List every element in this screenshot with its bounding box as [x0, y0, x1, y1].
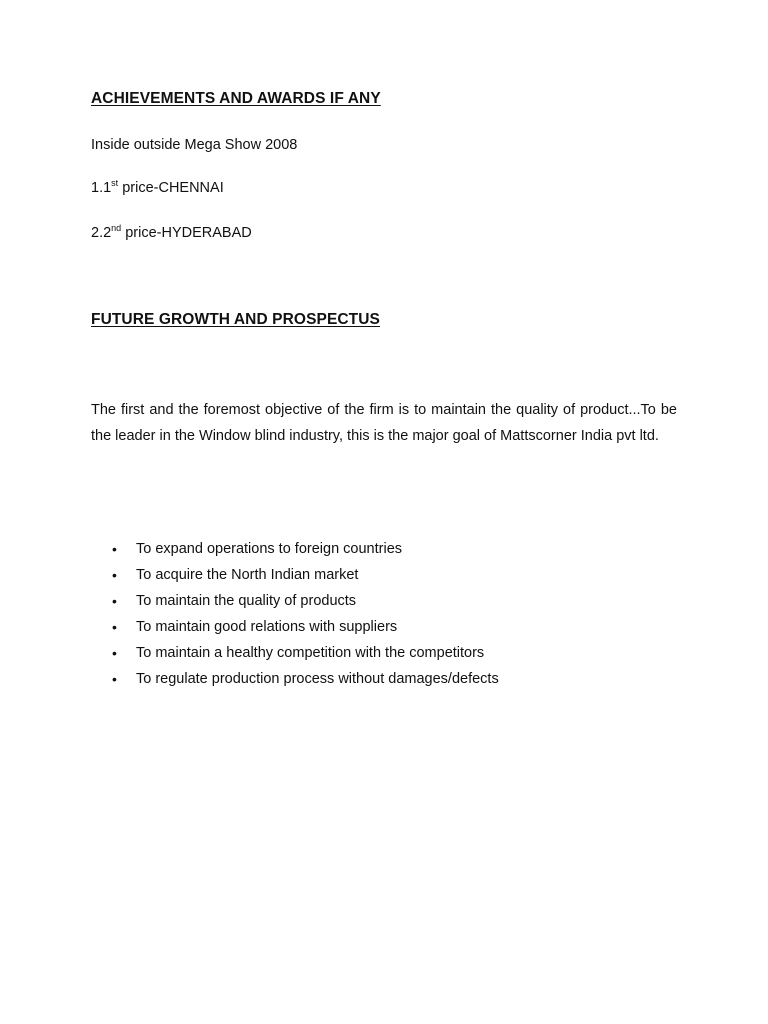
bullet-icon: • — [112, 567, 117, 583]
goal-text: To regulate production process without damages/defects — [136, 671, 499, 687]
award-chennai — [91, 180, 224, 196]
award-chennai-ordinal: st — [111, 178, 119, 188]
list-item — [91, 590, 499, 616]
award-hyderabad-rank: 2.2 — [91, 225, 112, 241]
achievements-heading: ACHIEVEMENTS AND AWARDS IF ANY — [91, 90, 381, 107]
bullet-icon: • — [112, 593, 117, 609]
award-hyderabad — [91, 225, 252, 241]
bullet-icon: • — [112, 541, 117, 557]
goal-text: To maintain the quality of products — [136, 593, 357, 609]
award-hyderabad-text: price-HYDERABAD — [121, 225, 252, 241]
list-item — [91, 564, 499, 590]
goal-text: To maintain good relations with suppliers — [136, 619, 398, 635]
goal-text: To maintain a healthy competition with the competitors — [136, 645, 485, 661]
list-item — [91, 642, 499, 668]
goals-list — [91, 538, 499, 694]
list-item — [91, 616, 499, 642]
award-chennai-text: price-CHENNAI — [118, 180, 224, 196]
award-chennai-rank: 1.1 — [91, 180, 112, 196]
bullet-icon: • — [112, 619, 117, 635]
bullet-icon: • — [112, 645, 117, 661]
objective-paragraph: The first and the foremost objective of the firm is to maintain the quality of product...To be the leader in the Window blind industry, this is the major goal of Mattscorner India pvt ltd. — [91, 402, 677, 444]
goal-text: To expand operations to foreign countries — [136, 541, 403, 557]
list-item — [91, 538, 499, 564]
future-growth-heading: FUTURE GROWTH AND PROSPECTUS — [91, 311, 380, 328]
award-hyderabad-ordinal: nd — [111, 223, 122, 233]
bullet-icon: • — [112, 671, 117, 687]
goal-text: To acquire the North Indian market — [136, 567, 359, 583]
list-item — [91, 668, 499, 694]
mega-show-line: Inside outside Mega Show 2008 — [91, 137, 298, 153]
